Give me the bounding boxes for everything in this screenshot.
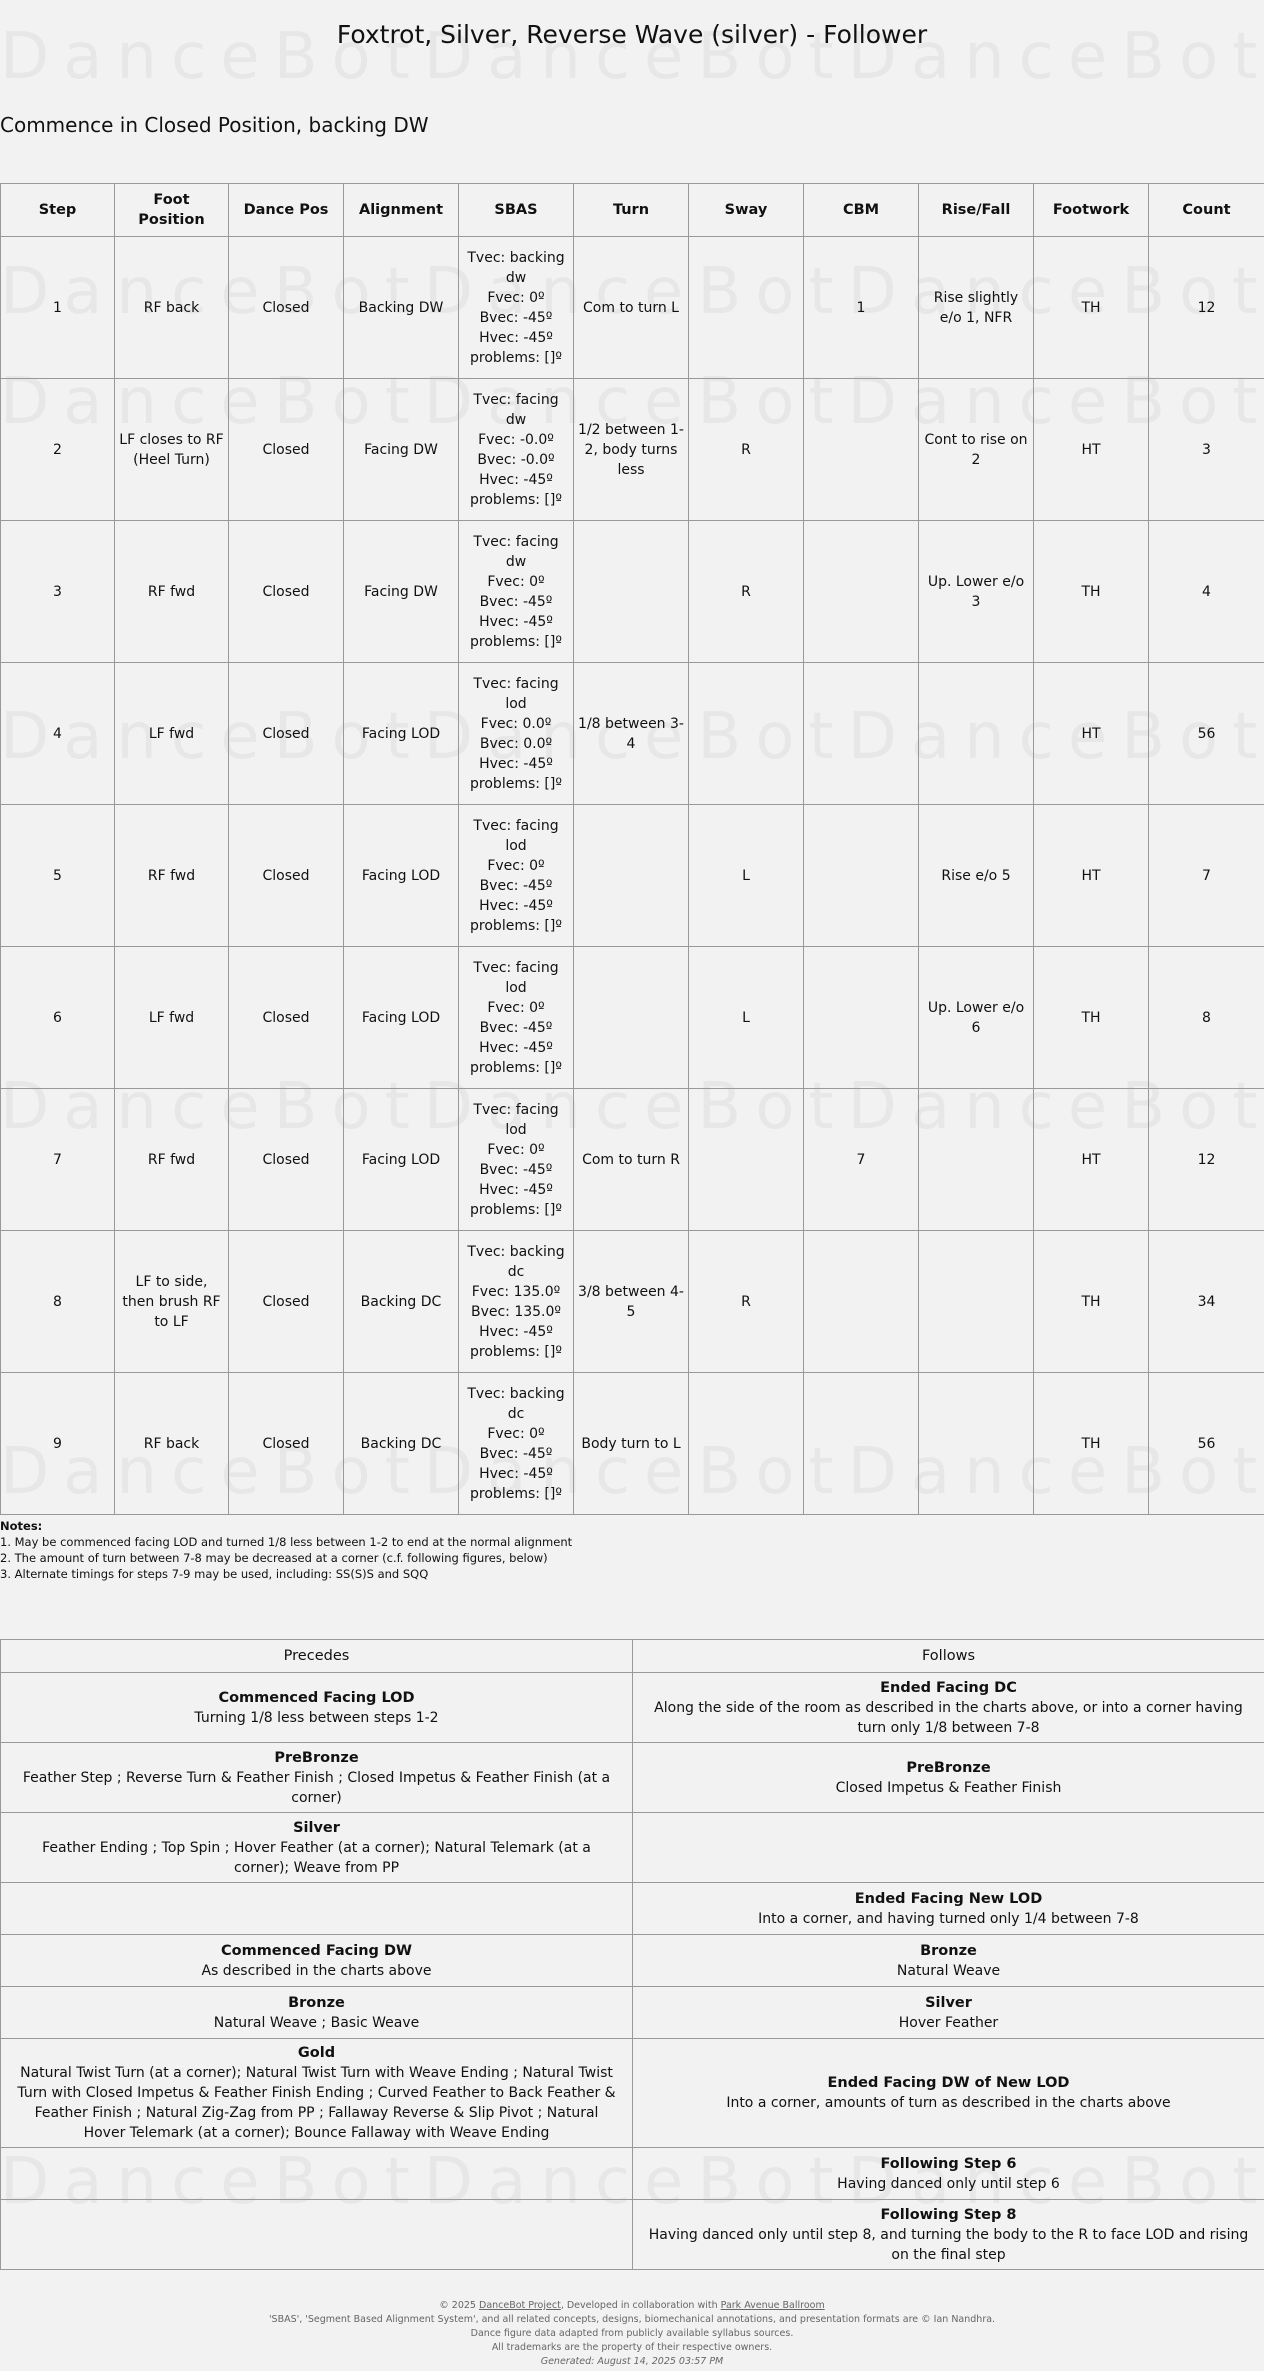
pf-group-heading: Silver <box>293 1819 340 1836</box>
cell-step: 1 <box>1 237 115 379</box>
col-header-sbas: SBAS <box>459 184 574 237</box>
cell-alignment: Backing DW <box>344 237 459 379</box>
cell-cbm <box>804 1231 919 1373</box>
steps-header-row <box>1 184 1264 237</box>
cell-step: 2 <box>1 379 115 521</box>
col-header-dance-pos: Dance Pos <box>229 184 344 237</box>
pf-row <box>1 1987 1264 2039</box>
sbas-line: problems: []º <box>470 1201 562 1218</box>
pf-group-heading: Silver <box>925 1994 972 2011</box>
cell-foot-position: RF back <box>115 1373 229 1515</box>
cell-sway <box>689 1373 804 1515</box>
cell-alignment: Facing LOD <box>344 805 459 947</box>
cell-cbm <box>804 663 919 805</box>
cell-count: 56 <box>1149 1373 1264 1515</box>
cell-step: 7 <box>1 1089 115 1231</box>
cell-dance-pos: Closed <box>229 237 344 379</box>
col-header-rise-fall: Rise/Fall <box>919 184 1034 237</box>
precedes-cell <box>1 1673 633 1743</box>
cell-alignment: Facing DW <box>344 521 459 663</box>
cell-rise-fall: Up. Lower e/o 6 <box>919 947 1034 1089</box>
pf-group-text: Closed Impetus & Feather Finish <box>835 1779 1062 1796</box>
note-item: 1. May be commenced facing LOD and turned 1/8 less between 1-2 to end at the normal alignment <box>0 1535 573 1549</box>
sbas-line: Fvec: -0.0º <box>478 431 554 448</box>
cell-sbas <box>459 237 574 379</box>
cell-turn: 1/2 between 1-2, body turns less <box>574 379 689 521</box>
sbas-line: Hvec: -45º <box>479 1323 553 1340</box>
cell-cbm <box>804 1373 919 1515</box>
cell-count: 7 <box>1149 805 1264 947</box>
cell-cbm: 7 <box>804 1089 919 1231</box>
sbas-line: problems: []º <box>470 491 562 508</box>
sbas-line: Bvec: -45º <box>479 593 553 610</box>
pf-group-heading: Ended Facing DC <box>880 1679 1017 1696</box>
cell-step: 5 <box>1 805 115 947</box>
step-row <box>1 947 1264 1089</box>
page-title: Foxtrot, Silver, Reverse Wave (silver) - Follower <box>336 20 928 49</box>
park-avenue-ballroom-link[interactable]: Park Avenue Ballroom <box>720 2300 825 2311</box>
cell-alignment: Facing DW <box>344 379 459 521</box>
sbas-line: Hvec: -45º <box>479 755 553 772</box>
sbas-line: Bvec: -0.0º <box>477 451 555 468</box>
cell-foot-position: RF fwd <box>115 1089 229 1231</box>
cell-count: 12 <box>1149 237 1264 379</box>
pf-group-text: Natural Weave <box>896 1962 1001 1979</box>
sbas-line: Tvec: facing lod <box>473 959 559 996</box>
cell-turn: Com to turn R <box>574 1089 689 1231</box>
col-header-step: Step <box>1 184 115 237</box>
col-header-footwork: Footwork <box>1034 184 1149 237</box>
pf-row <box>1 1743 1264 1813</box>
footer-copyright-mid: , Developed in collaboration with <box>560 2300 721 2311</box>
cell-footwork: TH <box>1034 1231 1149 1373</box>
cell-foot-position: RF fwd <box>115 521 229 663</box>
sbas-line: Tvec: facing dw <box>473 533 559 570</box>
cell-turn <box>574 947 689 1089</box>
sbas-line: Hvec: -45º <box>479 1181 553 1198</box>
cell-sbas <box>459 1373 574 1515</box>
cell-dance-pos: Closed <box>229 805 344 947</box>
cell-rise-fall: Cont to rise on 2 <box>919 379 1034 521</box>
sbas-line: Bvec: -45º <box>479 1161 553 1178</box>
pf-group-heading: Ended Facing DW of New LOD <box>827 2075 1070 2091</box>
pf-row <box>1 2039 1264 2148</box>
cell-dance-pos: Closed <box>229 947 344 1089</box>
sbas-line: Fvec: 0º <box>487 573 545 590</box>
footer-sbas-notice: 'SBAS', 'Segment Based Alignment System', and all related concepts, designs, biomechanical annotations, and presentation formats are © Ian Nandhra. <box>268 2314 996 2325</box>
pf-group-text: Into a corner, and having turned only 1/4 between 7-8 <box>758 1910 1139 1927</box>
pf-group-heading: Following Step 8 <box>880 2206 1017 2223</box>
follows-cell <box>633 1935 1264 1987</box>
cell-cbm <box>804 805 919 947</box>
sbas-line: Fvec: 135.0º <box>471 1283 561 1300</box>
cell-turn: 1/8 between 3-4 <box>574 663 689 805</box>
cell-dance-pos: Closed <box>229 379 344 521</box>
pf-group-heading: Gold <box>297 2045 336 2061</box>
cell-foot-position: RF back <box>115 237 229 379</box>
sbas-line: Tvec: backing dc <box>467 1243 565 1280</box>
cell-foot-position: LF fwd <box>115 663 229 805</box>
col-header-cbm: CBM <box>804 184 919 237</box>
cell-sbas <box>459 663 574 805</box>
pf-group-heading: PreBronze <box>274 1749 359 1766</box>
pf-group-heading: Commenced Facing LOD <box>218 1689 415 1706</box>
cell-count: 56 <box>1149 663 1264 805</box>
follows-header: Follows <box>633 1640 1264 1673</box>
cell-foot-position: RF fwd <box>115 805 229 947</box>
follows-cell <box>633 2148 1264 2200</box>
sbas-line: Bvec: -45º <box>479 877 553 894</box>
step-row <box>1 1373 1264 1515</box>
cell-step: 6 <box>1 947 115 1089</box>
sbas-line: Tvec: backing dc <box>467 1385 565 1422</box>
sbas-line: Fvec: 0.0º <box>480 715 552 732</box>
cell-sbas <box>459 947 574 1089</box>
pf-group-text: Natural Twist Turn (at a corner); Natural Twist Turn with Weave Ending ; Natural Twist Turn with Closed Impetus & Feather Finish Ending ; Curved Feather to Back Feather & Feather Finish ; Natural Zig-Zag from PP ; Fallaway Reverse & Slip Pivot ; Natural Hover Telemark (at a corner); Bounce Fallaway with Weave Ending <box>17 2065 616 2141</box>
pf-row <box>1 2148 1264 2200</box>
sbas-line: problems: []º <box>470 775 562 792</box>
pf-group-heading: Bronze <box>920 1942 977 1959</box>
cell-step: 9 <box>1 1373 115 1515</box>
sbas-line: Tvec: facing dw <box>473 391 559 428</box>
col-header-turn: Turn <box>574 184 689 237</box>
cell-cbm <box>804 379 919 521</box>
dancebot-project-link[interactable]: DanceBot Project <box>479 2300 561 2311</box>
cell-step: 4 <box>1 663 115 805</box>
cell-rise-fall: Up. Lower e/o 3 <box>919 521 1034 663</box>
cell-footwork: HT <box>1034 1089 1149 1231</box>
cell-foot-position: LF closes to RF (Heel Turn) <box>115 379 229 521</box>
sbas-line: Tvec: facing lod <box>473 1101 559 1138</box>
precedes-cell <box>1 1813 633 1883</box>
notes-heading: Notes: <box>0 1519 43 1533</box>
cell-count: 34 <box>1149 1231 1264 1373</box>
precedes-follows-table <box>0 1639 1264 2270</box>
cell-dance-pos: Closed <box>229 1089 344 1231</box>
cell-rise-fall: Rise e/o 5 <box>919 805 1034 947</box>
cell-sway <box>689 237 804 379</box>
cell-sway: R <box>689 1231 804 1373</box>
cell-step: 3 <box>1 521 115 663</box>
cell-turn: 3/8 between 4-5 <box>574 1231 689 1373</box>
cell-count: 3 <box>1149 379 1264 521</box>
footer-generated: Generated: August 14, 2025 03:57 PM <box>540 2356 724 2367</box>
footer-data-source: Dance figure data adapted from publicly available syllabus sources. <box>470 2328 794 2339</box>
precedes-cell <box>1 1883 633 1935</box>
pf-row <box>1 1673 1264 1743</box>
cell-turn: Com to turn L <box>574 237 689 379</box>
pf-group-text: Feather Ending ; Top Spin ; Hover Feather (at a corner); Natural Telemark (at a corner); Weave from PP <box>42 1839 591 1876</box>
cell-sway <box>689 1089 804 1231</box>
step-row <box>1 379 1264 521</box>
sbas-line: problems: []º <box>470 1485 562 1502</box>
cell-cbm <box>804 947 919 1089</box>
sbas-line: Tvec: backing dw <box>467 249 565 286</box>
pf-group-heading: PreBronze <box>906 1759 991 1776</box>
pf-group-text: Hover Feather <box>898 2014 999 2031</box>
col-header-sway: Sway <box>689 184 804 237</box>
sbas-line: problems: []º <box>470 917 562 934</box>
footer-copyright-prefix: © 2025 <box>439 2300 479 2311</box>
step-row <box>1 237 1264 379</box>
footer-trademarks: All trademarks are the property of their respective owners. <box>491 2342 773 2353</box>
sbas-line: Hvec: -45º <box>479 613 553 630</box>
sbas-line: problems: []º <box>470 1343 562 1360</box>
cell-rise-fall: Rise slightly e/o 1, NFR <box>919 237 1034 379</box>
cell-count: 12 <box>1149 1089 1264 1231</box>
notes-section <box>0 1518 572 1582</box>
cell-cbm: 1 <box>804 237 919 379</box>
cell-rise-fall <box>919 1089 1034 1231</box>
sbas-line: Fvec: 0º <box>487 857 545 874</box>
follows-cell <box>633 1743 1264 1813</box>
cell-sway <box>689 663 804 805</box>
sbas-line: Fvec: 0º <box>487 999 545 1016</box>
cell-cbm <box>804 521 919 663</box>
note-item: 2. The amount of turn between 7-8 may be decreased at a corner (c.f. following figures, below) <box>0 1551 548 1565</box>
cell-footwork: TH <box>1034 947 1149 1089</box>
pf-row <box>1 1813 1264 1883</box>
cell-sbas <box>459 521 574 663</box>
sbas-line: Hvec: -45º <box>479 1039 553 1056</box>
cell-sway: L <box>689 947 804 1089</box>
cell-footwork: HT <box>1034 379 1149 521</box>
sbas-line: Hvec: -45º <box>479 897 553 914</box>
sbas-line: Hvec: -45º <box>479 329 553 346</box>
follows-cell <box>633 2200 1264 2270</box>
pf-group-heading: Commenced Facing DW <box>220 1942 413 1959</box>
cell-alignment: Facing LOD <box>344 1089 459 1231</box>
sbas-line: Bvec: 0.0º <box>479 735 553 752</box>
cell-step: 8 <box>1 1231 115 1373</box>
cell-rise-fall <box>919 1373 1034 1515</box>
step-row <box>1 805 1264 947</box>
pf-row <box>1 1883 1264 1935</box>
follows-cell <box>633 1813 1264 1883</box>
cell-count: 8 <box>1149 947 1264 1089</box>
col-header-foot-position: Foot Position <box>115 184 229 237</box>
cell-foot-position: LF to side, then brush RF to LF <box>115 1231 229 1373</box>
step-row <box>1 1231 1264 1373</box>
cell-alignment: Backing DC <box>344 1231 459 1373</box>
pf-group-text: Turning 1/8 less between steps 1-2 <box>194 1709 439 1726</box>
pf-row <box>1 1935 1264 1987</box>
pf-group-text: Natural Weave ; Basic Weave <box>213 2014 420 2031</box>
cell-foot-position: LF fwd <box>115 947 229 1089</box>
sbas-line: Fvec: 0º <box>487 1425 545 1442</box>
sbas-line: problems: []º <box>470 633 562 650</box>
sbas-line: Hvec: -45º <box>479 1465 553 1482</box>
col-header-count: Count <box>1149 184 1264 237</box>
cell-count: 4 <box>1149 521 1264 663</box>
pf-group-text: Having danced only until step 6 <box>837 2175 1060 2192</box>
cell-footwork: TH <box>1034 521 1149 663</box>
cell-footwork: HT <box>1034 805 1149 947</box>
precedes-cell <box>1 1743 633 1813</box>
precedes-cell <box>1 1935 633 1987</box>
cell-turn <box>574 805 689 947</box>
precedes-cell <box>1 2039 633 2148</box>
step-row <box>1 521 1264 663</box>
sbas-line: Tvec: facing lod <box>473 817 559 854</box>
cell-turn <box>574 521 689 663</box>
sbas-line: Bvec: -45º <box>479 309 553 326</box>
follows-cell <box>633 1673 1264 1743</box>
follows-cell <box>633 2039 1264 2148</box>
cell-sbas <box>459 1089 574 1231</box>
step-row <box>1 663 1264 805</box>
cell-sway: L <box>689 805 804 947</box>
cell-dance-pos: Closed <box>229 663 344 805</box>
sbas-line: problems: []º <box>470 349 562 366</box>
page-subtitle: Commence in Closed Position, backing DW <box>0 113 429 137</box>
sbas-line: Bvec: 135.0º <box>470 1303 562 1320</box>
pf-group-heading: Bronze <box>288 1994 345 2011</box>
sbas-line: Fvec: 0º <box>487 289 545 306</box>
cell-alignment: Facing LOD <box>344 947 459 1089</box>
precedes-header: Precedes <box>1 1640 633 1673</box>
cell-footwork: TH <box>1034 1373 1149 1515</box>
pf-group-text: Into a corner, amounts of turn as described in the charts above <box>726 2095 1171 2111</box>
cell-alignment: Backing DC <box>344 1373 459 1515</box>
sbas-line: Bvec: -45º <box>479 1019 553 1036</box>
cell-sway: R <box>689 379 804 521</box>
note-item: 3. Alternate timings for steps 7-9 may be used, including: SS(S)S and SQQ <box>0 1567 429 1581</box>
follows-cell <box>633 1883 1264 1935</box>
cell-alignment: Facing LOD <box>344 663 459 805</box>
cell-dance-pos: Closed <box>229 1231 344 1373</box>
follows-cell <box>633 1987 1264 2039</box>
cell-turn: Body turn to L <box>574 1373 689 1515</box>
pf-header-row <box>1 1640 1264 1673</box>
cell-footwork: HT <box>1034 663 1149 805</box>
pf-group-text: Having danced only until step 8, and turning the body to the R to face LOD and rising on the final step <box>648 2226 1249 2263</box>
sbas-line: Hvec: -45º <box>479 471 553 488</box>
pf-group-text: Feather Step ; Reverse Turn & Feather Finish ; Closed Impetus & Feather Finish (at a corner) <box>22 1769 611 1806</box>
cell-sbas <box>459 1231 574 1373</box>
precedes-cell <box>1 2200 633 2270</box>
cell-rise-fall <box>919 663 1034 805</box>
pf-group-heading: Ended Facing New LOD <box>854 1890 1043 1907</box>
cell-footwork: TH <box>1034 237 1149 379</box>
sbas-line: Bvec: -45º <box>479 1445 553 1462</box>
sbas-line: problems: []º <box>470 1059 562 1076</box>
cell-dance-pos: Closed <box>229 521 344 663</box>
pf-group-text: Along the side of the room as described in the charts above, or into a corner having turn only 1/8 between 7-8 <box>654 1699 1243 1736</box>
pf-group-text: As described in the charts above <box>201 1962 432 1979</box>
precedes-cell <box>1 1987 633 2039</box>
step-row <box>1 1089 1264 1231</box>
cell-rise-fall <box>919 1231 1034 1373</box>
cell-sbas <box>459 805 574 947</box>
precedes-cell <box>1 2148 633 2200</box>
cell-dance-pos: Closed <box>229 1373 344 1515</box>
cell-sway: R <box>689 521 804 663</box>
sbas-line: Fvec: 0º <box>487 1141 545 1158</box>
pf-row <box>1 2200 1264 2270</box>
steps-table <box>0 183 1264 1515</box>
cell-sbas <box>459 379 574 521</box>
col-header-alignment: Alignment <box>344 184 459 237</box>
footer-copyright <box>0 2299 1264 2313</box>
pf-group-heading: Following Step 6 <box>880 2155 1017 2172</box>
footer <box>0 2299 1264 2369</box>
sbas-line: Tvec: facing lod <box>473 675 559 712</box>
